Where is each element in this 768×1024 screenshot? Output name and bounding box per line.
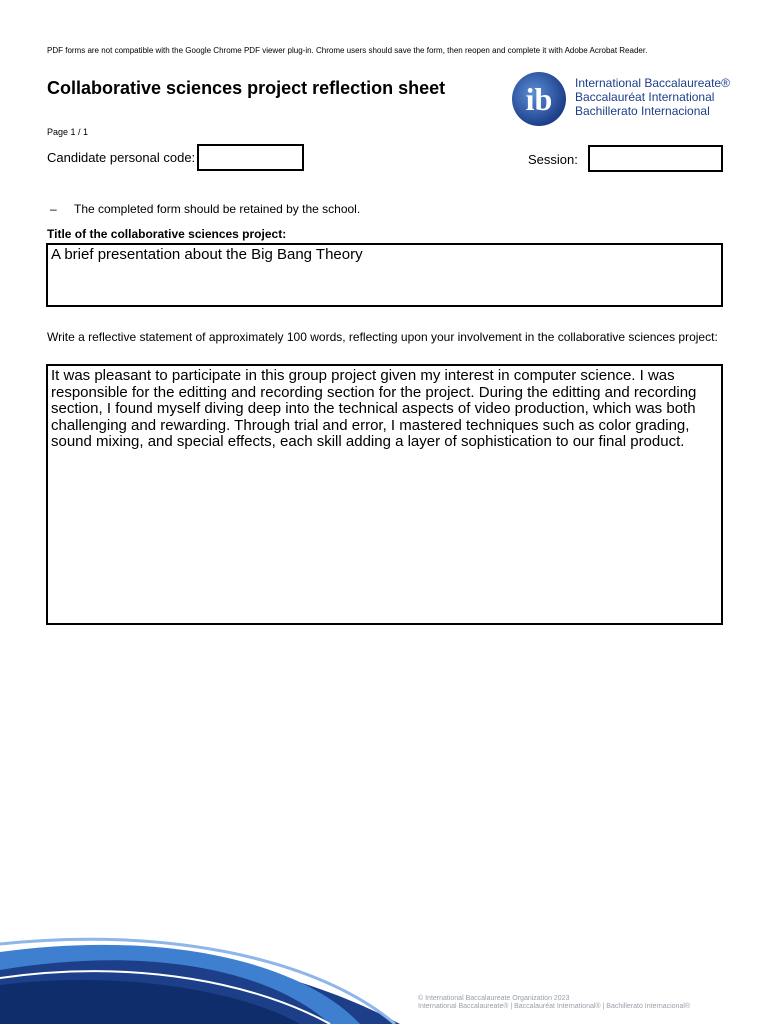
logo-line-en: International Baccalaureate® — [575, 76, 730, 90]
ib-logo-icon — [512, 72, 566, 126]
project-title-field[interactable]: A brief presentation about the Big Bang Theory — [46, 243, 723, 307]
reflection-statement-field[interactable]: It was pleasant to participate in this group project given my interest in computer science. I was responsible for the editting and recording section for the project. During the editting and recording section, I found myself diving deep into the technical aspects of video production, which was both challenging and rewarding. Through trial and error, I mastered techniques such as color grading, sound mixing, and special effects, each skill adding a layer of sophistication to our final product. — [46, 364, 723, 625]
session-label: Session: — [528, 152, 578, 167]
candidate-code-field[interactable] — [197, 144, 304, 171]
svg-text:ib: ib — [525, 81, 553, 117]
footer-trademarks: International Baccalaureate® | Baccalauréat International® | Bachillerato Internacional® — [418, 1003, 691, 1010]
bullet-dash: – — [50, 202, 57, 216]
footer-legal — [418, 995, 690, 1011]
browser-compatibility-notice: PDF forms are not compatible with the Google Chrome PDF viewer plug-in. Chrome users should save the form, then reopen and complete it with Adobe Acrobat Reader. — [47, 46, 648, 55]
logo-line-es: Bachillerato Internacional — [575, 104, 710, 118]
footer-copyright: © International Baccalaureate Organization 2023 — [418, 995, 570, 1002]
page-number: Page 1 / 1 — [47, 127, 89, 137]
candidate-code-label: Candidate personal code: — [47, 150, 196, 165]
ib-logo-text — [575, 76, 730, 118]
retention-note: The completed form should be retained by the school. — [74, 202, 361, 216]
logo-line-fr: Baccalauréat International — [575, 90, 715, 104]
project-title-label: Title of the collaborative sciences project: — [47, 227, 287, 241]
session-field[interactable] — [588, 145, 723, 172]
page-title: Collaborative sciences project reflection sheet — [47, 78, 446, 98]
reflection-instruction: Write a reflective statement of approximately 100 words, reflecting upon your involvement in the collaborative sciences project: — [47, 330, 718, 344]
